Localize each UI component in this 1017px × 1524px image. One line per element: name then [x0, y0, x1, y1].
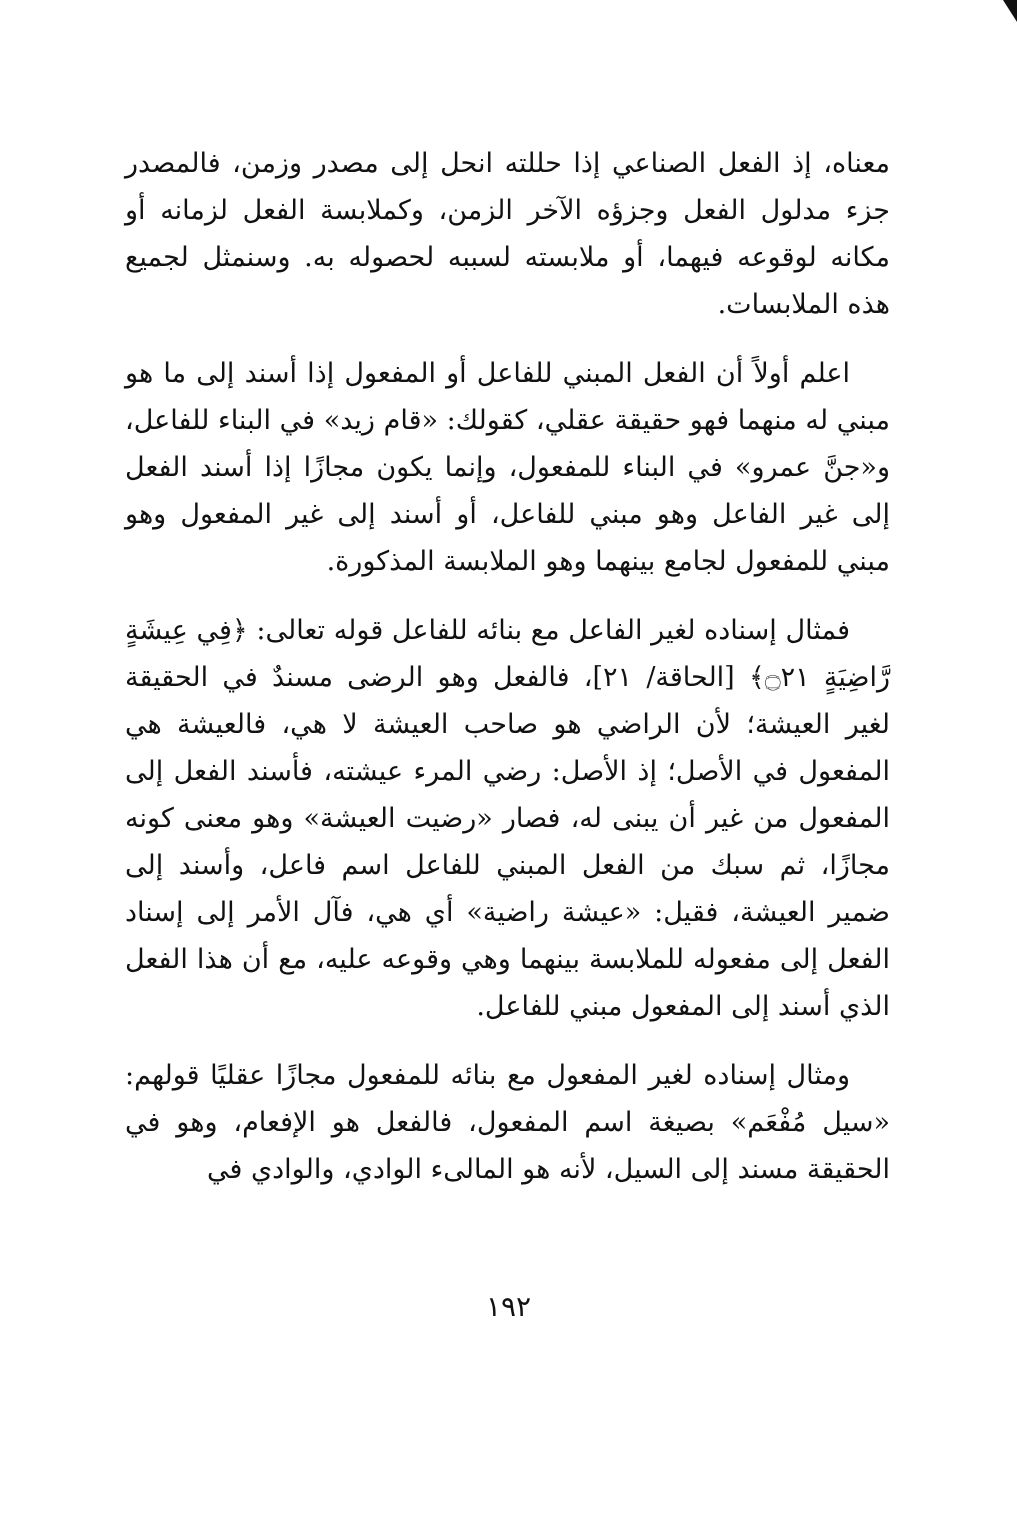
paragraph-2: اعلم أولاً أن الفعل المبني للفاعل أو المفعول إذا أسند إلى ما هو مبني له منهما فهو حقيقة عقلي، كقولك: «قام زيد» في البناء للفاعل، و«جنَّ عمرو» في البناء للمفعول، وإنما يكون مجازًا إذا أسند الفعل إلى غير الفاعل وهو مبني للفاعل، أو أسند إلى غير المفعول وهو مبني للمفعول لجامع بينهما وهو الملابسة المذكورة.: [125, 358, 890, 577]
paragraph-3: فمثال إسناده لغير الفاعل مع بنائه للفاعل قوله تعالى: ﴿فِي عِيشَةٍ رَّاضِيَةٍ ۝٢١﴾ [الحاقة/ ٢١]، فالفعل وهو الرضى مسندٌ في الحقيقة لغير العيشة؛ لأن الراضي هو صاحب العيشة لا هي، فالعيشة هي المفعول في الأصل؛ إذ الأصل: رضي المرء عيشته، فأسند الفعل إلى المفعول من غير أن يبنى له، فصار «رضيت العيشة» وهو معنى كونه مجازًا، ثم سبك من الفعل المبني للفاعل اسم فاعل، وأسند إلى ضمير العيشة، فقيل: «عيشة راضية» أي هي، فآل الأمر إلى إسناد الفعل إلى مفعوله للملابسة بينهما وهي وقوعه عليه، مع أن هذا الفعل الذي أسند إلى المفعول مبني للفاعل.: [125, 615, 890, 1022]
body-text: [125, 140, 890, 1215]
corner-marker: [1003, 0, 1017, 22]
page-number: ١٩٢: [485, 1290, 532, 1323]
paragraph-1: معناه، إذ الفعل الصناعي إذا حللته انحل إلى مصدر وزمن، فالمصدر جزء مدلول الفعل وجزؤه الآخر الزمن، وكملابسة الفعل لزمانه أو مكانه لوقوعه فيهما، أو ملابسته لسببه لحصوله به. وسنمثل لجميع هذه الملابسات.: [125, 148, 890, 320]
paragraph-4: ومثال إسناده لغير المفعول مع بنائه للمفعول مجازًا عقليًا قولهم: «سيل مُفْعَم» بصيغة اسم المفعول، فالفعل هو الإفعام، وهو في الحقيقة مسند إلى السيل، لأنه هو المالىء الوادي، والوادي في: [125, 1060, 890, 1185]
